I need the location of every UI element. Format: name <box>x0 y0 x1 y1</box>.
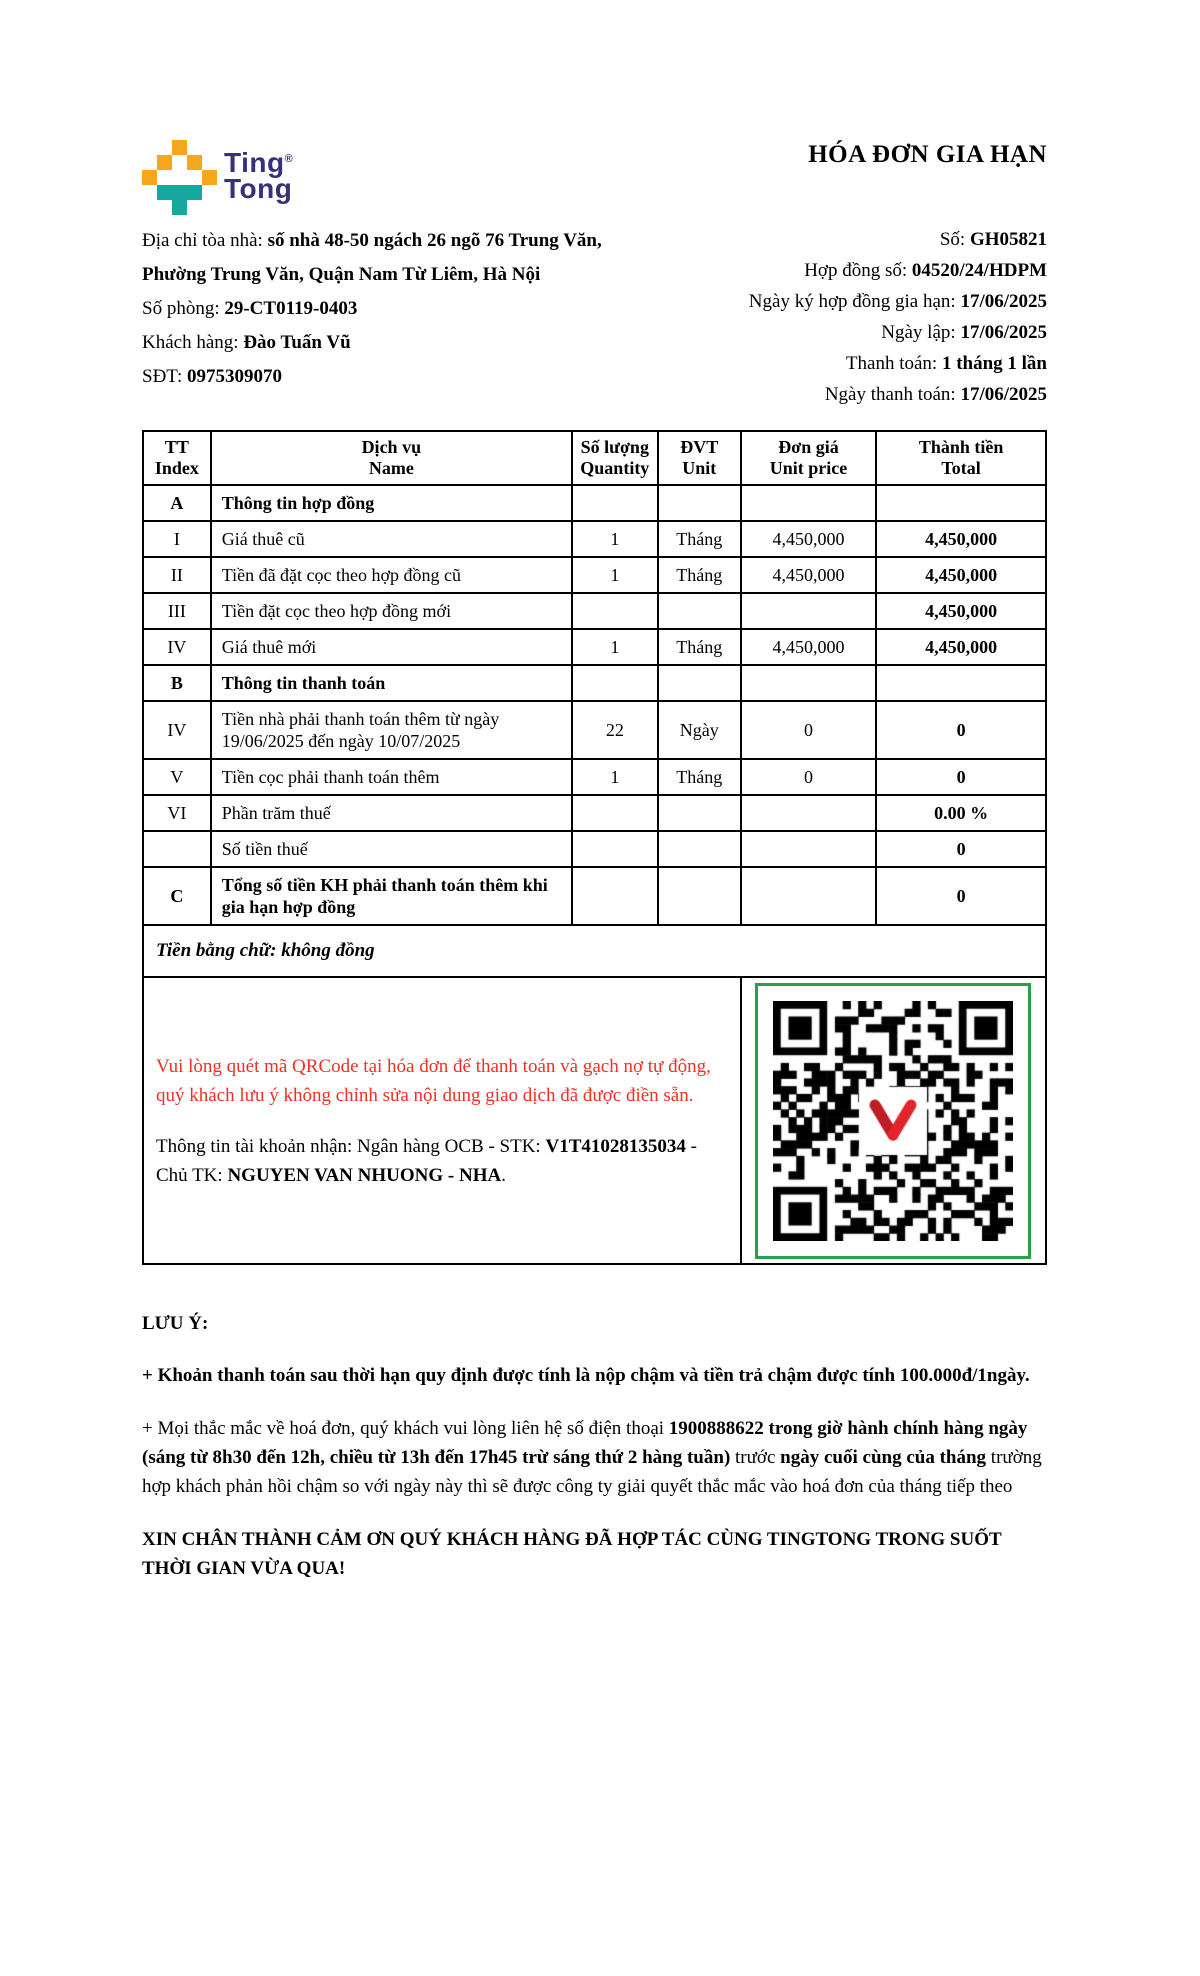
cell-index <box>143 831 211 867</box>
qr-payment-warning: Vui lòng quét mã QRCode tại hóa đơn để thanh toán và gạch nợ tự động, quý khách lưu ý không chỉnh sửa nội dung giao dịch đã được điền sẵn. <box>156 1055 711 1106</box>
cell-name: Số tiền thuế <box>211 831 572 867</box>
cell-unit-price <box>741 485 876 521</box>
cell-index: I <box>143 521 211 557</box>
cell-index: IV <box>143 629 211 665</box>
info-line: Khách hàng: Đào Tuấn Vũ <box>142 332 351 353</box>
document-title: HÓA ĐƠN GIA HẠN <box>808 141 1047 168</box>
invoice-table <box>142 430 1047 1265</box>
cell-unit <box>658 593 741 629</box>
table-row <box>143 521 1046 557</box>
cell-unit: Tháng <box>658 557 741 593</box>
info-line: SĐT: 0975309070 <box>142 366 282 387</box>
cell-name: Phần trăm thuế <box>211 795 572 831</box>
notes-heading: LƯU Ý: <box>142 1313 209 1334</box>
cell-unit-price: 4,450,000 <box>741 557 876 593</box>
qr-code-cell <box>741 977 1046 1264</box>
tingtong-logo-icon <box>142 140 217 215</box>
cell-total: 4,450,000 <box>876 629 1046 665</box>
cell-quantity: 22 <box>572 701 658 759</box>
cell-name: Giá thuê cũ <box>211 521 572 557</box>
cell-unit-price <box>741 593 876 629</box>
payment-qr-code-icon <box>773 1001 1013 1241</box>
cell-quantity <box>572 485 658 521</box>
cell-unit: Tháng <box>658 629 741 665</box>
cell-unit-price: 0 <box>741 701 876 759</box>
invoice-table-body <box>143 485 1046 925</box>
table-row <box>143 701 1046 759</box>
table-row <box>143 557 1046 593</box>
cell-unit-price <box>741 795 876 831</box>
logo-word-ting: Ting <box>224 147 285 178</box>
meta-line: Hợp đồng số: 04520/24/HDPM <box>804 260 1047 281</box>
cell-total <box>876 665 1046 701</box>
col-header-unit-price: Đơn giá Unit price <box>741 431 876 485</box>
cell-name: Tiền nhà phải thanh toán thêm từ ngày 19/06/2025 đến ngày 10/07/2025 <box>211 701 572 759</box>
cell-total: 0 <box>876 701 1046 759</box>
cell-name: Giá thuê mới <box>211 629 572 665</box>
table-row <box>143 759 1046 795</box>
cell-name: Thông tin hợp đồng <box>211 485 572 521</box>
cell-unit-price: 4,450,000 <box>741 629 876 665</box>
invoice-meta-info <box>654 224 1047 410</box>
registered-mark: ® <box>284 153 293 165</box>
cell-unit-price: 0 <box>741 759 876 795</box>
table-row <box>143 593 1046 629</box>
cell-name: Tiền đã đặt cọc theo hợp đồng cũ <box>211 557 572 593</box>
cell-index: III <box>143 593 211 629</box>
info-line: Số phòng: 29-CT0119-0403 <box>142 298 358 319</box>
cell-unit-price <box>741 867 876 925</box>
invoice-info-section <box>142 224 1047 410</box>
table-row <box>143 485 1046 521</box>
cell-unit <box>658 665 741 701</box>
meta-line: Ngày lập: 17/06/2025 <box>881 322 1047 343</box>
cell-unit <box>658 831 741 867</box>
meta-line: Thanh toán: 1 tháng 1 lần <box>845 353 1047 374</box>
col-header-unit: ĐVT Unit <box>658 431 741 485</box>
col-header-total: Thành tiền Total <box>876 431 1046 485</box>
tingtong-logo <box>142 140 293 215</box>
cell-total <box>876 485 1046 521</box>
col-header-quantity: Số lượng Quantity <box>572 431 658 485</box>
invoice-table-footer <box>143 925 1046 1264</box>
cell-quantity: 1 <box>572 557 658 593</box>
page-header <box>142 140 1047 215</box>
cell-quantity: 1 <box>572 759 658 795</box>
cell-total: 0.00 % <box>876 795 1046 831</box>
amount-in-words: Tiền bằng chữ: không đồng <box>143 925 1046 977</box>
cell-index: C <box>143 867 211 925</box>
notes-list <box>142 1361 1047 1501</box>
table-row <box>143 629 1046 665</box>
cell-total: 4,450,000 <box>876 593 1046 629</box>
cell-index: A <box>143 485 211 521</box>
tingtong-logo-wordmark <box>224 146 293 202</box>
cell-unit-price: 4,450,000 <box>741 521 876 557</box>
col-header-name: Dịch vụ Name <box>211 431 572 485</box>
cell-quantity: 1 <box>572 629 658 665</box>
meta-line: Số: GH05821 <box>939 229 1047 250</box>
receiving-account-info: Thông tin tài khoản nhận: Ngân hàng OCB - STK: V1T41028135034 - Chủ TK: NGUYEN VAN NHUONG - NHA. <box>156 1135 697 1186</box>
cell-unit <box>658 795 741 831</box>
building-customer-info <box>142 224 654 410</box>
cell-unit: Tháng <box>658 759 741 795</box>
meta-line: Ngày thanh toán: 17/06/2025 <box>824 384 1047 405</box>
notes-section <box>142 1313 1047 1583</box>
col-header-index: TT Index <box>143 431 211 485</box>
table-row <box>143 665 1046 701</box>
table-row <box>143 795 1046 831</box>
cell-unit-price <box>741 665 876 701</box>
cell-total: 0 <box>876 867 1046 925</box>
cell-name: Tiền cọc phải thanh toán thêm <box>211 759 572 795</box>
payment-instructions-cell <box>143 977 741 1264</box>
cell-index: IV <box>143 701 211 759</box>
cell-index: V <box>143 759 211 795</box>
cell-name: Tổng số tiền KH phải thanh toán thêm khi gia hạn hợp đồng <box>211 867 572 925</box>
cell-index: II <box>143 557 211 593</box>
cell-total: 4,450,000 <box>876 521 1046 557</box>
note-item: + Khoản thanh toán sau thời hạn quy định được tính là nộp chậm và tiền trả chậm được tính 100.000đ/1ngày. <box>142 1365 1030 1386</box>
cell-total: 0 <box>876 831 1046 867</box>
meta-line: Ngày ký hợp đồng gia hạn: 17/06/2025 <box>748 291 1047 312</box>
cell-unit: Ngày <box>658 701 741 759</box>
cell-index: B <box>143 665 211 701</box>
thank-you-message: XIN CHÂN THÀNH CẢM ƠN QUÝ KHÁCH HÀNG ĐÃ HỢP TÁC CÙNG TINGTONG TRONG SUỐT THỜI GIAN VỪA QUA! <box>142 1529 1002 1579</box>
cell-total: 0 <box>876 759 1046 795</box>
cell-quantity <box>572 867 658 925</box>
payment-qr-row <box>143 977 1046 1264</box>
table-row <box>143 831 1046 867</box>
info-line: Địa chỉ tòa nhà: số nhà 48-50 ngách 26 ngõ 76 Trung Văn, Phường Trung Văn, Quận Nam Từ Liêm, Hà Nội <box>142 230 602 285</box>
cell-quantity <box>572 593 658 629</box>
cell-unit: Tháng <box>658 521 741 557</box>
table-row <box>143 867 1046 925</box>
payment-qr-frame <box>755 983 1031 1259</box>
cell-unit <box>658 867 741 925</box>
cell-quantity: 1 <box>572 521 658 557</box>
cell-unit-price <box>741 831 876 867</box>
cell-name: Thông tin thanh toán <box>211 665 572 701</box>
cell-quantity <box>572 795 658 831</box>
cell-quantity <box>572 831 658 867</box>
cell-quantity <box>572 665 658 701</box>
invoice-table-header <box>143 431 1046 485</box>
cell-total: 4,450,000 <box>876 557 1046 593</box>
cell-index: VI <box>143 795 211 831</box>
cell-name: Tiền đặt cọc theo hợp đồng mới <box>211 593 572 629</box>
note-item: + Mọi thắc mắc về hoá đơn, quý khách vui lòng liên hệ số điện thoại 1900888622 trong giờ hành chính hàng ngày (sáng từ 8h30 đến 12h, chiều từ 13h đến 17h45 trừ sáng thứ 2 hàng tuần) trước ngày cuối cùng của tháng trường hợp khách phản hồi chậm so với ngày này thì sẽ được công ty giải quyết thắc mắc vào hoá đơn của tháng tiếp theo <box>142 1418 1042 1497</box>
logo-word-tong: Tong <box>224 173 293 204</box>
cell-unit <box>658 485 741 521</box>
